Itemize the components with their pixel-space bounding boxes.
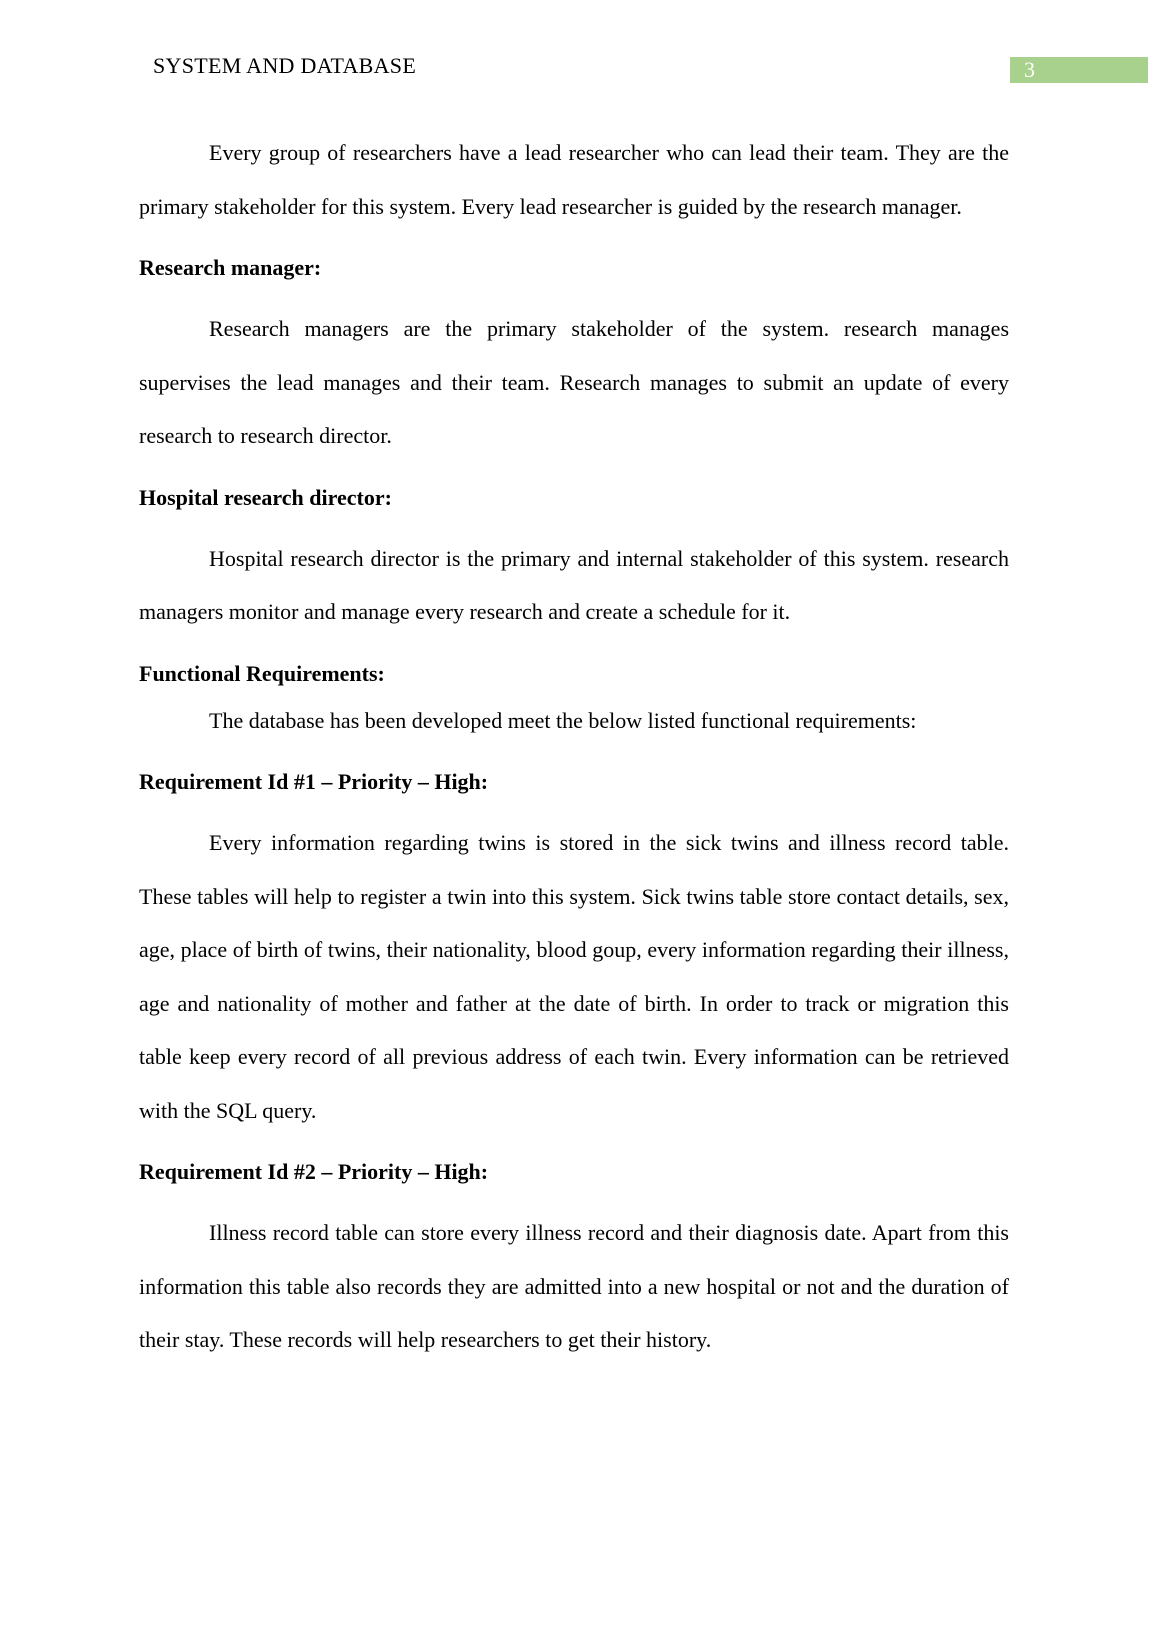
heading-requirement-1: Requirement Id #1 – Priority – High: bbox=[139, 769, 489, 794]
heading-hospital-research-director: Hospital research director: bbox=[139, 484, 392, 510]
heading-requirement-2: Requirement Id #2 – Priority – High: bbox=[139, 1159, 489, 1184]
document-body bbox=[139, 126, 1009, 1367]
intro-paragraph: Every group of researchers have a lead researcher who can lead their team. They are the primary stakeholder for this system. Every lead researcher is guided by the research manager. bbox=[139, 140, 1009, 219]
paragraph-research-manager: Research managers are the primary stakeholder of the system. research manages supervises the lead manages and their team. Research manages to submit an update of every research to research director. bbox=[139, 316, 1009, 448]
paragraph-requirement-2: Illness record table can store every illness record and their diagnosis date. Apart from this information this table also records they are admitted into a new hospital or not and the duration of their stay. These records will help researchers to get their history. bbox=[139, 1220, 1009, 1352]
heading-functional-requirements: Functional Requirements: bbox=[139, 660, 385, 686]
paragraph-functional-requirements: The database has been developed meet the below listed functional requirements: bbox=[209, 707, 917, 733]
running-head-title: SYSTEM AND DATABASE bbox=[153, 53, 417, 78]
paragraph-hospital-research-director: Hospital research director is the primary and internal stakeholder of this system. research managers monitor and manage every research and create a schedule for it. bbox=[139, 545, 1009, 624]
page-number: 3 bbox=[1010, 57, 1148, 83]
paragraph-requirement-1: Every information regarding twins is stored in the sick twins and illness record table. These tables will help to register a twin into this system. Sick twins table store contact details, sex, age, place of birth of twins, their nationality, blood goup, every information regarding their illness, age and nationality of mother and father at the date of birth. In order to track or migration this table keep every record of all previous address of each twin. Every information can be retrieved with the SQL query. bbox=[139, 830, 1009, 1123]
heading-research-manager: Research manager: bbox=[139, 255, 322, 280]
